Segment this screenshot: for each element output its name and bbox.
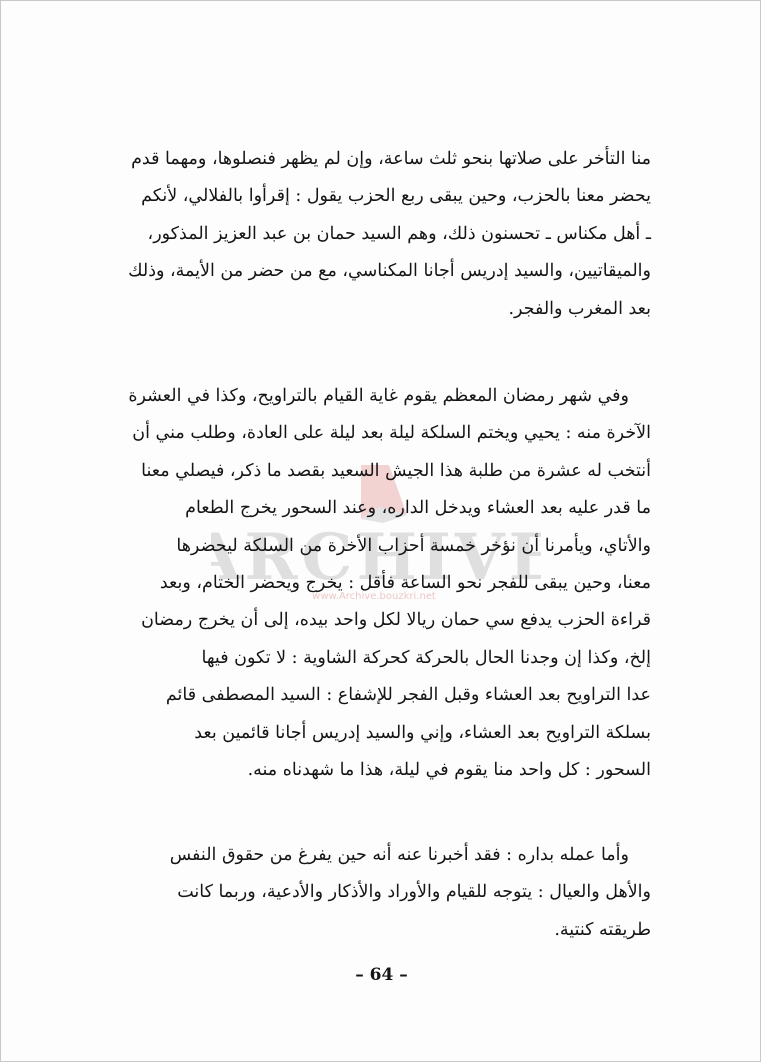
paragraph-line: طريقته كنتية.: [554, 919, 651, 940]
paragraph-line: وأما عمله بداره : فقد أخبرنا عنه أنه حين يفرغ من حقوق النفس: [169, 845, 629, 865]
paragraph-2: [111, 378, 651, 789]
paragraph-line: وفي شهر رمضان المعظم يقوم غاية القيام بالتراويح، وكذا في العشرة: [128, 386, 629, 406]
paragraph-line: والميقاتيين، والسيد إدريس أجانا المكناسي، مع من حضر من الأيمة، وذلك: [128, 261, 651, 282]
paragraph-line: ما قدر عليه بعد العشاء ويدخل الداره، وعند السحور يخرج الطعام: [185, 498, 651, 519]
paragraph-line: قراءة الحزب يدفع سي حمان ريالا لكل واحد بيده، إلى أن يخرج رمضان: [141, 610, 651, 631]
paragraph-3: [111, 837, 651, 949]
paragraph-line: بسلكة التراويح بعد العشاء، وإني والسيد إدريس أجانا قائمين بعد: [194, 722, 651, 743]
paragraph-line: يحضر معنا بالحزب، وحين يبقى ربع الحزب يقول : إقرأوا بالفلالي، لأنكم: [141, 186, 651, 207]
page-number: – 64 –: [355, 965, 408, 985]
paragraph-1: [111, 141, 651, 328]
paragraph-line: عدا التراويح بعد العشاء وقبل الفجر للإشفاع : السيد المصطفى قائم: [165, 685, 651, 706]
paragraph-line: معنا، وحين يبقى للفجر نحو الساعة فأقل : يخرج ويحضر الختام، وبعد: [159, 573, 651, 594]
paragraph-line: الآخرة منه : يحيي ويختم السلكة ليلة بعد ليلة على العادة، وطلب مني أن: [132, 423, 651, 444]
paragraph-line: السحور : كل واحد منا يقوم في ليلة، هذا ما شهدناه منه.: [247, 760, 651, 781]
paragraph-line: ـ أهل مكناس ـ تحسنون ذلك، وهم السيد حمان بن عبد العزيز المذكور،: [147, 223, 651, 244]
paragraph-line: والأتاي، ويأمرنا أن نؤخر خمسة أحزاب الأخرة من السلكة ليحضرها: [176, 535, 651, 556]
paragraph-line: إلخ، وكذا إن وجدنا الحال بالحركة كحركة الشاوية : لا تكون فيها: [201, 647, 651, 668]
paragraph-line: أنتخب له عشرة من طلبة هذا الجيش السعيد بقصد ما ذكر، فيصلي معنا: [141, 460, 651, 481]
paragraph-line: منا التأخر على صلاتها بنحو ثلث ساعة، وإن لم يظهر فنصلوها، ومهما قدم: [131, 149, 651, 169]
paragraph-line: بعد المغرب والفجر.: [508, 298, 651, 319]
watermark-text: ARCHIVE: [211, 520, 541, 595]
watermark-url: www.Archive.bouzkri.net: [312, 591, 436, 602]
paragraph-line: والأهل والعيال : يتوجه للقيام والأوراد والأذكار والأدعية، وربما كانت: [177, 882, 651, 903]
